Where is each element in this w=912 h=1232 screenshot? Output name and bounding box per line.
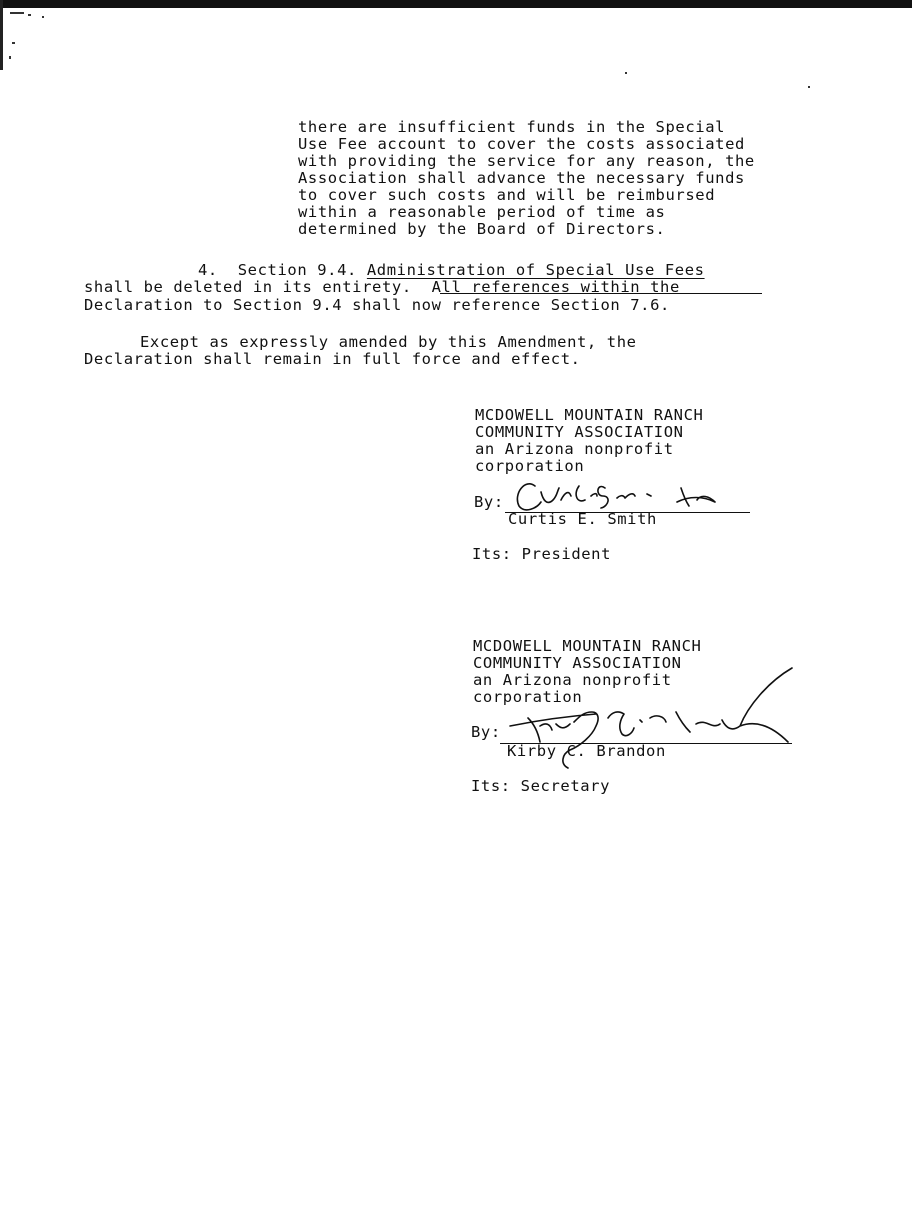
section-text: All references within the xyxy=(431,278,680,296)
signer-name: Kirby C. Brandon xyxy=(507,742,666,760)
section-4-line-3: Declaration to Section 9.4 shall now reference Section 7.6. xyxy=(84,296,670,314)
org-name: MCDOWELL MOUNTAIN RANCH xyxy=(473,637,702,655)
signer-title: Its: Secretary xyxy=(471,777,611,795)
paragraph-line: Use Fee account to cover the costs associated xyxy=(298,135,745,153)
signer-name: Curtis E. Smith xyxy=(508,510,657,528)
handwritten-signature xyxy=(505,466,725,516)
section-text: shall be deleted in its entirety. xyxy=(84,278,412,296)
paragraph-line: determined by the Board of Directors. xyxy=(298,220,666,238)
org-description: corporation xyxy=(473,688,583,706)
scan-speck xyxy=(12,42,15,44)
org-description: an Arizona nonprofit xyxy=(473,671,672,689)
paragraph-line: to cover such costs and will be reimbursed xyxy=(298,186,716,204)
scan-speck xyxy=(10,12,24,14)
scan-speck xyxy=(28,14,31,16)
org-description: an Arizona nonprofit xyxy=(475,440,674,458)
scan-speck xyxy=(625,72,627,74)
paragraph-line: within a reasonable period of time as xyxy=(298,203,666,221)
section-title: Administration of Special Use Fees xyxy=(366,261,705,279)
section-4-line-1 xyxy=(198,262,705,279)
scan-speck xyxy=(9,56,11,59)
signer-title: Its: President xyxy=(472,545,612,563)
scan-speck xyxy=(42,16,44,18)
closing-line: Except as expressly amended by this Amendment, the xyxy=(140,333,637,351)
scan-speck xyxy=(808,86,810,88)
section-number: 4. xyxy=(198,261,218,279)
org-name: MCDOWELL MOUNTAIN RANCH xyxy=(475,406,704,424)
section-ref: Section 9.4. xyxy=(237,261,357,279)
org-name: COMMUNITY ASSOCIATION xyxy=(475,423,684,441)
underline-rule xyxy=(440,293,762,294)
org-description: corporation xyxy=(475,457,585,475)
by-label: By: xyxy=(471,723,501,741)
paragraph-line: with providing the service for any reason, the xyxy=(298,152,755,170)
paragraph-line: there are insufficient funds in the Special xyxy=(298,118,726,136)
org-name: COMMUNITY ASSOCIATION xyxy=(473,654,682,672)
by-label: By: xyxy=(474,493,504,511)
scan-left-border xyxy=(0,0,3,70)
paragraph-line: Association shall advance the necessary funds xyxy=(298,169,745,187)
closing-line: Declaration shall remain in full force and effect. xyxy=(84,350,581,368)
scan-top-border xyxy=(0,0,912,8)
